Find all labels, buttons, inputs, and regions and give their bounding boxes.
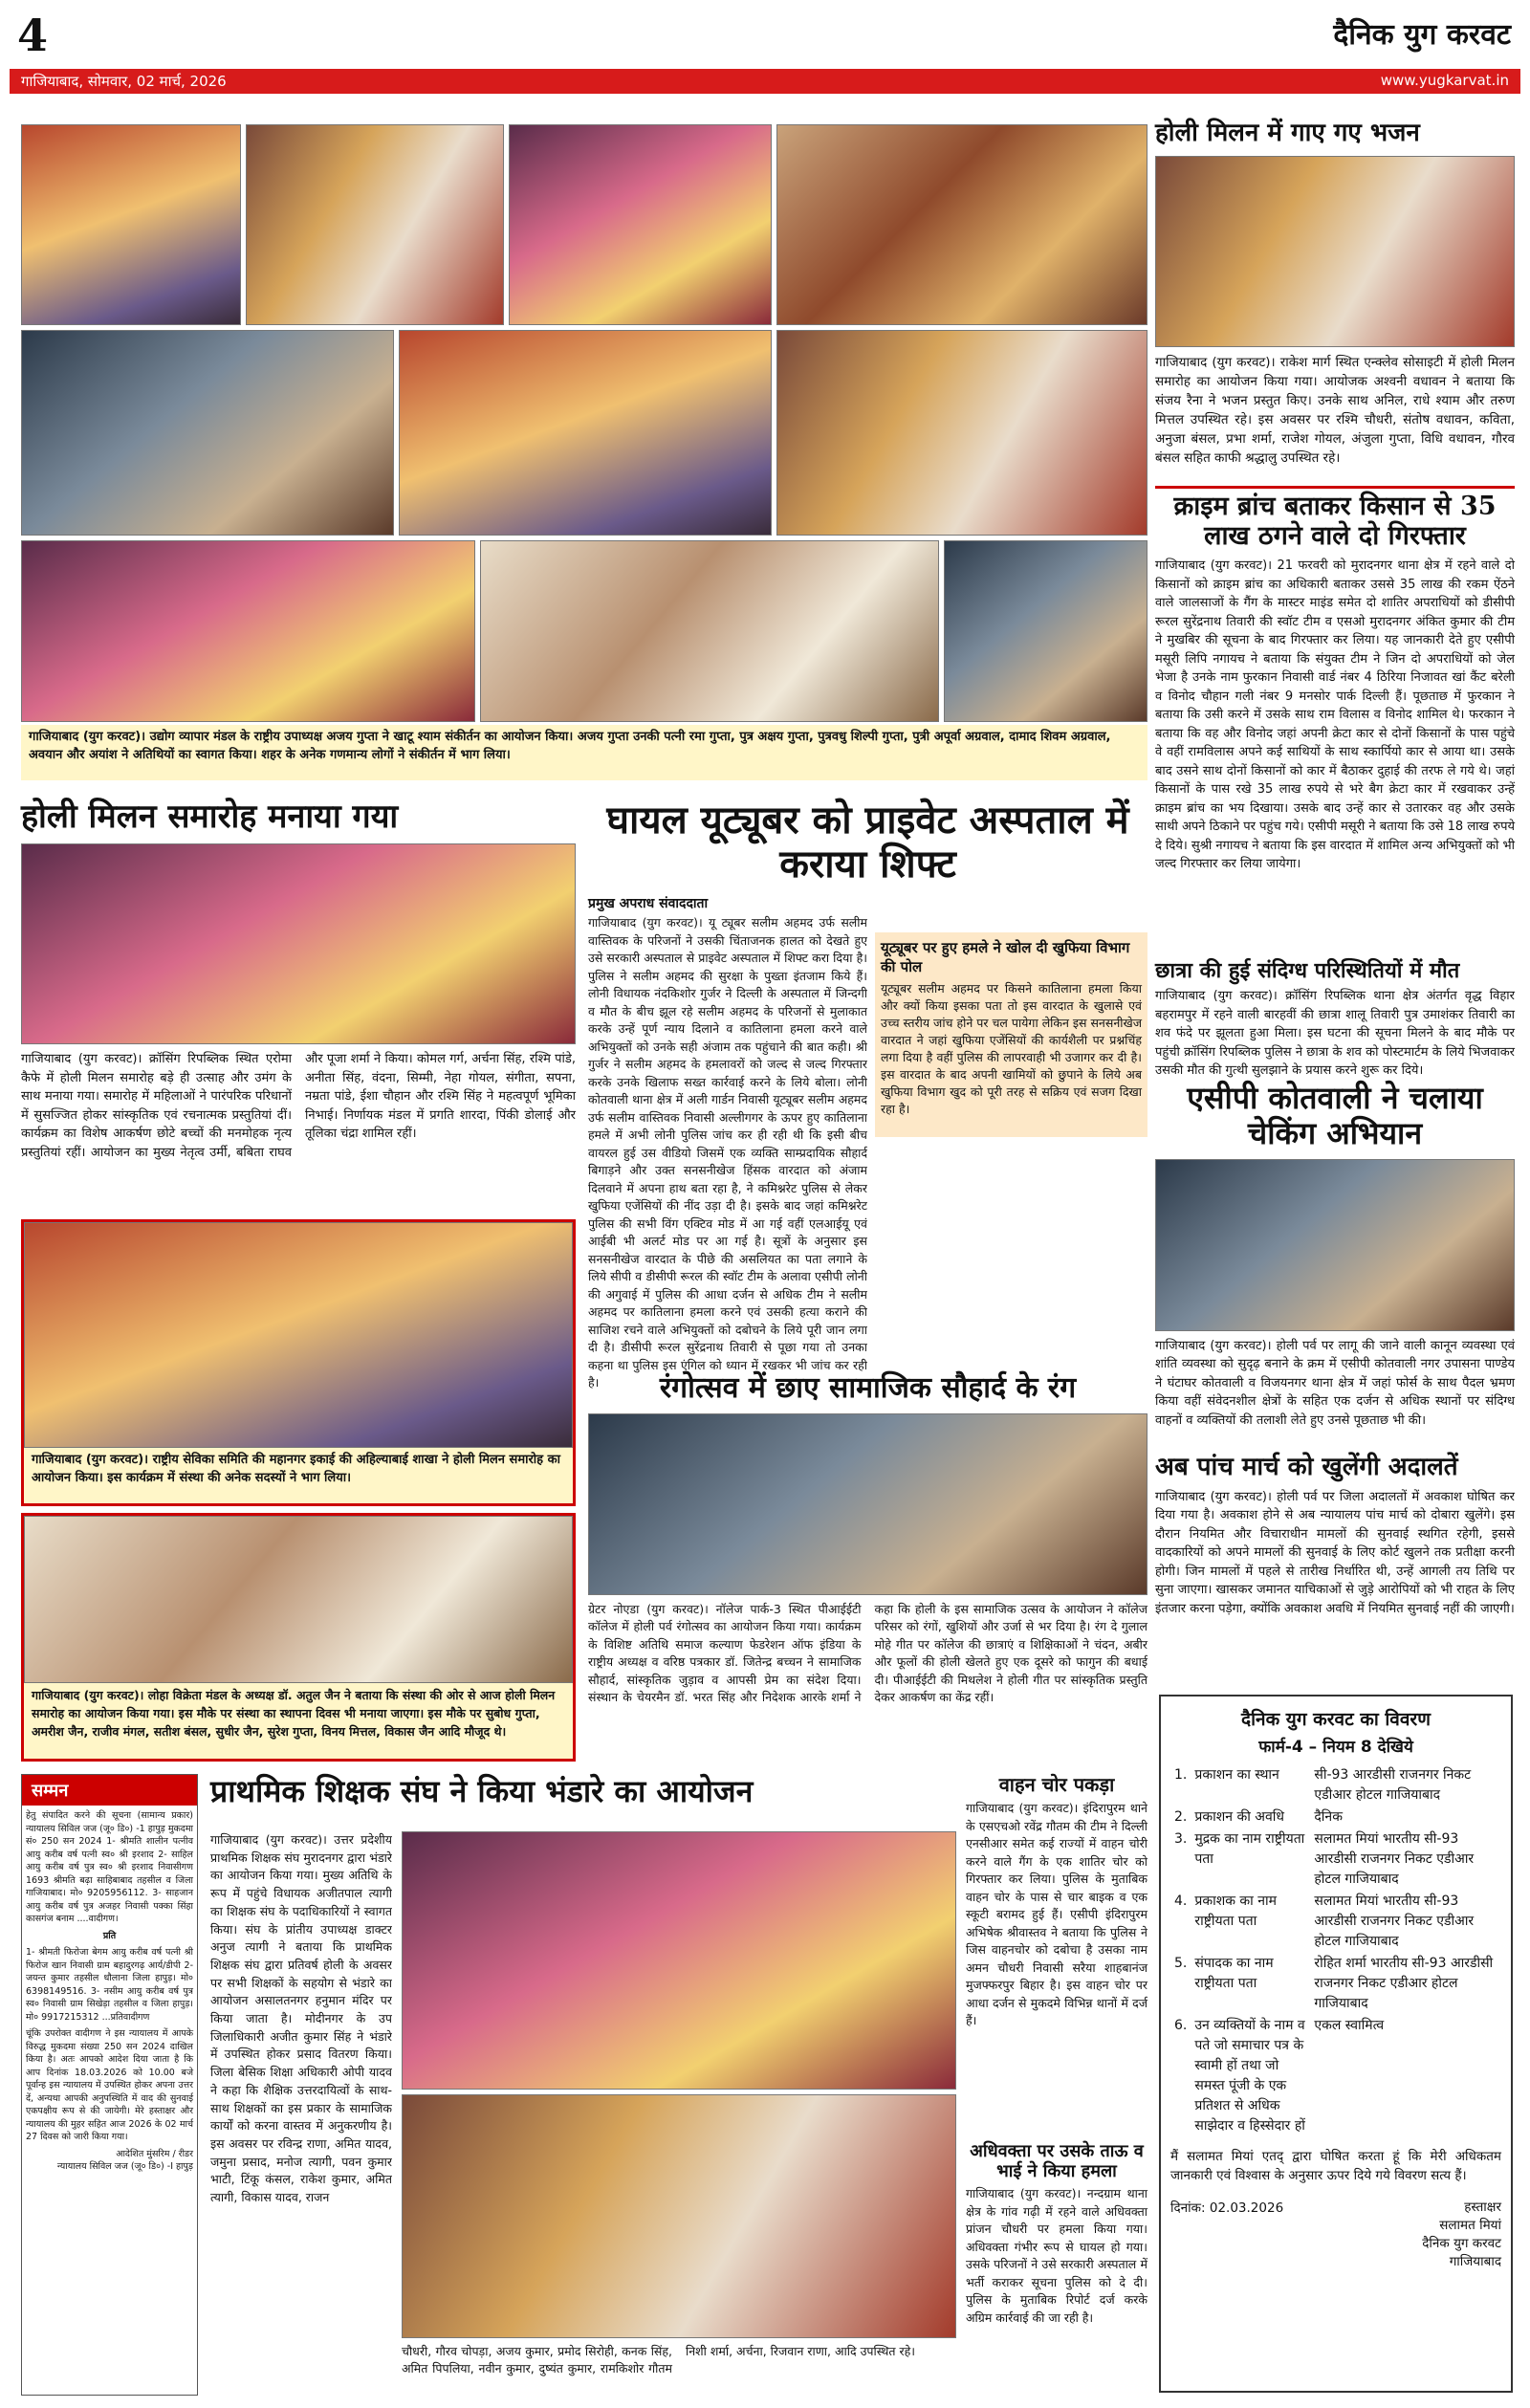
box-title: यूट्यूबर पर हुए हमले ने खोल दी खुफिया विभाग की पोल bbox=[881, 939, 1130, 975]
photo bbox=[1155, 1159, 1515, 1331]
photo bbox=[24, 1222, 573, 1448]
box-body: यूट्यूबर सलीम अहमद पर किसने कातिलाना हमला किया और क्यों किया इसका पता तो इस वारदात के खुलासे एवं उच्च स्तरीय जांच होने पर चल पायेगा लेकिन इस सनसनीखेज वारदात ने जहां खुफिया एजेंसियों की कार्यशैली पर प्रश्नचिंह लगा दिया है वहीं पुलिस की लापरवाही भी उजागर कर दी है। इस वारदात के बाद अपनी खामियों को छुपाने के लिये अब खुफिया विभाग खुद को पूरी तरह से सक्रिय एवं सजग दिखा रहा है। bbox=[881, 981, 1142, 1116]
photo bbox=[399, 330, 772, 536]
photo bbox=[402, 2094, 956, 2338]
statement-value: रोहित शर्मा भारतीय सी-93 आरडीसी राजनगर निकट एडीआर होटल गाजियाबाद bbox=[1314, 1956, 1494, 2011]
statement-value: दैनिक bbox=[1314, 1809, 1343, 1825]
sign-name: सलामत मियां bbox=[1439, 2218, 1501, 2233]
statement-row bbox=[1170, 1764, 1501, 1806]
photo bbox=[21, 843, 576, 1044]
article-body: गाजियाबाद (युग करवट)। यू ट्यूबर सलीम अहमद उर्फ सलीम वास्तिवक के परिजनों ने उसकी चिंताजनक हालत को देखते हुए उसे सरकारी अस्पताल से प्राइवेट अस्पताल में शिफ्ट करा दिया है। पुलिस ने सलीम अहमद की सुरक्षा के पुख्ता इंतजाम किये हैं। लोनी विधायक नंदकिशोर गुर्जर ने दिल्ली के अस्पताल में जिन्दगी व मौत के बीच झूल रहे सलीम अहमद के परिजनों से मुलाकात करके उन्हें पूर्ण न्याय दिलाने व कातिलाना हमला करने वाले अभियुक्तों को उनके सही अंजाम तक पहुंचाने की बात कही। श्री गुर्जर ने सलीम अहमद के हमलावरों को जल्द से जल्द गिरफ्तार करके उनके खिलाफ सख्त कार्रवाई करने के लिये बोला। लोनी कोतवाली थाना क्षेत्र में अली गार्डन निवासी यूट्यूबर सलीम अहमद उर्फ सलीम वास्तिवक निवासी अल्लीगगर के ऊपर हुए कातिलाना हमले में अभी लोनी पुलिस जांच कर ही रही थी कि इसी बीच वायरल हुई उस वीडियो जिसमें एक व्यक्ति साम्प्रदायिक सौहार्द बिगाड़ने और उक्त सनसनीखेज हिंसक वारदात को अंजाम दिलवाने में अपना हाथ बता रहा है, ने कमिश्नरेट पुलिस से लेकर खुफिया एजेंसियों की नींद उड़ा दी है। इसके बाद जहां कमिश्नरेट पुलिस की सभी विंग एक्टिव मोड में आ गई वहीं एलआईयू एवं आईबी भी अलर्ट मोड पर आ गई है। सूत्रों के अनुसार इस सनसनीखेज वारदात के पीछे की असलियत का पता लगाने के लिये सीपी व डीसीपी रूरल की स्वॉट टीम के अलावा एसीपी लोनी की अगुवाई में पुलिस की आधा दर्जन से अधिक टीम ने सलीम अहमद पर कातिलाना हमला करने एवं उसकी हत्या कराने की साजिश रचने वाले अभियुक्तों को दबोचने के लिये पूरी जान लगा दी है। डीसीपी रूरल सुरेंद्रनाथ तिवारी से पूछा गया तो उनका कहना था पुलिस इस एंगिल को ध्यान में रखकर भी जांच कर रही है। bbox=[588, 915, 867, 1390]
headline: होली मिलन समारोह मनाया गया bbox=[21, 798, 399, 836]
article-rangotsav bbox=[588, 1372, 1148, 1707]
article-body: गाजियाबाद (युग करवट)। राकेश मार्ग स्थित एन्क्लेव सोसाइटी में होली मिलन समारोह का आयोजन किया गया। आयोजक अश्वनी वधावन ने बताया कि संजय रैना ने भजन प्रस्तुत किए। उनके साथ अनिल, राधे श्याम और तरुण मित्तल उपस्थित रहे। इस अवसर पर रश्मि चौधरी, संतोष वधावन, कविता, अनुजा बंसल, प्रभा शर्मा, राजेश गोयल, अंजुला गुप्ता, विधि वधावन, गौरव बंसल सहित काफी श्रद्धालु उपस्थित रहे। bbox=[1155, 354, 1515, 466]
article-holi bbox=[21, 799, 576, 1162]
lohia-photo-box bbox=[21, 1513, 576, 1762]
headline: वाहन चोर पकड़ा bbox=[998, 1773, 1115, 1796]
headline: अब पांच मार्च को खुलेंगी अदालतें bbox=[1155, 1453, 1458, 1481]
photo bbox=[21, 540, 475, 722]
statement-n: 5. bbox=[1174, 1956, 1188, 1971]
highlight-box bbox=[875, 932, 1148, 1137]
article-body: गाजियाबाद (युग करवट)। क्रॉसिंग रिपब्लिक थाना क्षेत्र अंतर्गत वृद्ध विहार बहरामपुर में रहने वाली बारहवीं की छात्रा शालू तिवारी पुत्र उमाशंकर तिवारी का शव फंदे पर झूलता हुआ मिला। इस घटना की सूचना मिलने के बाद मौके पर पहुंची क्रॉसिंग रिपब्लिक पुलिस ने छात्रा के शव को पोस्टमार्टम के लिये भिजवाकर उसकी मौत की गुत्थी सुलझाने के प्रयास करने शुरू कर दिये। bbox=[1155, 989, 1515, 1079]
statement-label: प्रकाशन की अवधि bbox=[1194, 1809, 1284, 1825]
summons-body-2: 1- श्रीमती फिरोजा बेगम आयु करीब वर्ष पत्नी श्री फिरोज खान निवासी ग्राम बहादुरगढ़ आर्य/डीपी 2- जयन्त कुमार तहसील धौलाना जिला हापुड़। मो० 6398149516. 3- नसीम आयु करीब वर्ष पुत्र स्व० निवासी ग्राम सिखेड़ा तहसील व जिला हापुड़। मो० 9917215312 ...प्रतिवादीगण bbox=[26, 1947, 193, 2023]
headline: प्राथमिक शिक्षक संघ ने किया भंडारे का आयोजन bbox=[210, 1773, 754, 1809]
photo bbox=[776, 124, 1148, 325]
article-acp bbox=[1155, 1081, 1515, 1430]
statement-label: मुद्रक का नाम राष्ट्रीयता पता bbox=[1194, 1831, 1305, 1867]
article-youtuber bbox=[588, 799, 1148, 1469]
sign-org: दैनिक युग करवट bbox=[1422, 2236, 1501, 2251]
article-body: ग्रेटर नोएडा (युग करवट)। नॉलेज पार्क-3 स्थित पीआईईटी कॉलेज में होली पर्व रंगोत्सव का आयोजन किया गया। कार्यक्रम के विशिष्ट अतिथि समाज कल्याण फेडरेशन ऑफ इंडिया के राष्ट्रीय अध्यक्ष व वरिष्ठ पत्रकार डॉ. जितेन्द्र बच्चन ने सामाजिक सौहार्द, सांस्कृतिक जुड़ाव व आपसी प्रेम का संदेश दिया। संस्थान के चेयरमैन डॉ. भरत सिंह और निदेशक आरके शर्मा ने कहा कि होली के इस सामाजिक उत्सव के आयोजन ने कॉलेज परिसर को रंगों, खुशियों और उर्जा से भर दिया है। रंग दे गुलाल मोहे गीत पर कॉलेज की छात्राएं व शिक्षिकाओं ने चंदन, अबीर और फूलों की होली खेलते हुए एक दूसरे को फागुन की बधाई दी। पीआईईटी की मिथलेश ने होली गीत पर सांस्कृतिक प्रस्तुति देकर आकर्षण का केंद्र रहीं। bbox=[588, 1601, 1148, 1704]
top-photo-collage bbox=[21, 124, 1148, 784]
summons-notice bbox=[21, 1774, 198, 2396]
statement-label: उन व्यक्तियों के नाम व पते जो समाचार पत्र के स्वामी हों तथा जो समस्त पूंजी के एक प्रतिशत से अधिक साझेदार व हिस्सेदार हों bbox=[1194, 2018, 1305, 2134]
sign-label: हस्ताक्षर bbox=[1464, 2200, 1501, 2215]
statement-table bbox=[1170, 1764, 1501, 2137]
headline: छात्रा की हुई संदिग्ध परिस्थितियों में मौत bbox=[1155, 958, 1460, 983]
summons-court: न्यायालय सिविल जज (जू० डि०) -I हापुड़ bbox=[56, 2161, 193, 2172]
headline: क्राइम ब्रांच बताकर किसान से 35 लाख ठगने वाले दो गिरफ्तार bbox=[1173, 492, 1497, 552]
article-crime bbox=[1155, 492, 1515, 874]
photo bbox=[21, 330, 394, 536]
statement-n: 1. bbox=[1174, 1767, 1188, 1783]
photo bbox=[402, 1831, 956, 2090]
ownership-statement bbox=[1159, 1695, 1513, 2393]
photo-caption: गाजियाबाद (युग करवट)। लोहा विक्रेता मंडल के अध्यक्ष डॉ. अतुल जैन ने बताया कि संस्था की ओर से आज होली मिलन समारोह का आयोजन किया गया। इस मौके पर संस्था का स्थापना दिवस भी मनाया जाएगा। इस मौके पर सुबोध गुप्ता, अमरीश जैन, राजीव मंगल, सतीश बंसल, सुधीर जैन, सुरेश गुप्ता, विनय मित्तल, विकास जैन आदि मौजूद थे। bbox=[24, 1683, 573, 1759]
photo bbox=[1155, 156, 1515, 347]
statement-n: 3. bbox=[1174, 1831, 1188, 1847]
page-number: 4 bbox=[17, 10, 49, 61]
summons-sign: आदेशित मुंसरिम / रीडर bbox=[116, 2148, 193, 2159]
summons-prati: प्रति bbox=[102, 1930, 117, 1941]
photo-caption: चौधरी, गौरव चोपड़ा, अजय कुमार, प्रमोद सिरोही, कनक सिंह, अमित पिपलिया, नवीन कुमार, दुष्यंत कुमार, रामकिशोर गौतम निशी शर्मा, अर्चना, रिजवान राणा, आदि उपस्थित रहे। bbox=[402, 2344, 915, 2375]
statement-n: 2. bbox=[1174, 1809, 1188, 1825]
summons-body-1: हेतु संपादित करने की सूचना (सामान्य प्रकार) न्यायालय सिविल जज (जू० डि०) -1 हापुड़ मुकदमा सं० 250 सन 2024 1- श्रीमति शालीन पत्नीव आयु करीब वर्ष पत्नी स्व० श्री इरशाद 2- साहिल आयु करीब वर्ष पुत्र स्व० श्री इरशाद निवासीगण 1693 श्रीमति बढ़ा साहिबाबाद तहसील व जिला गाजियाबाद। मो० 9205956112. 3- साहजान आयु करीब वर्ष पुत्र अजहर निवासी पक्का सिंहा कासगंज बनाम ....वादीगण। bbox=[26, 1810, 193, 1924]
dateline: गाजियाबाद, सोमवार, 02 मार्च, 2026 bbox=[21, 73, 227, 90]
statement-label: संपादक का नाम राष्ट्रीयता पता bbox=[1194, 1956, 1274, 1991]
article-body: गाजियाबाद (युग करवट)। नन्दग्राम थाना क्षेत्र के गांव गढ़ी में रहने वाले अधिवक्ता प्रांजन चौधरी पर हमला किया गया। अधिवक्ता गंभीर रूप से घायल हो गया। उसके परिजनों ने उसे सरकारी अस्पताल में भर्ती कराकर सूचना पुलिस को दे दी। पुलिस के मुताबिक रिपोर्ट दर्ज करके अग्रिम कार्रवाई की जा रही है। bbox=[966, 2186, 1148, 2325]
headline: एसीपी कोतवाली ने चलाया चेकिंग अभियान bbox=[1187, 1080, 1483, 1151]
statement-subtitle: फार्म-4 – नियम 8 देखिये bbox=[1258, 1738, 1413, 1757]
byline: प्रमुख अपराध संवाददाता bbox=[588, 896, 709, 911]
statement-row bbox=[1170, 1891, 1501, 1953]
photo bbox=[776, 330, 1148, 536]
photo bbox=[588, 1413, 1148, 1595]
article-body: गाजियाबाद (युग करवट)। इंदिरापुरम थाने के एसएचओ रवेंद्र गौतम की टीम ने दिल्ली एनसीआर समेत कई राज्यों में वाहन चोरी करने वाले गैंग के एक शातिर चोर को गिरफ्तार कर लिया। पुलिस के मुताबिक वाहन चोर के पास से चार बाइक व एक स्कूटी बरामद हुई हैं। एसीपी इंदिरापुरम अभिषेक श्रीवास्तव ने बताया कि पुलिस ने जिस वाहनचोर को दबोचा है उसका नाम अमन चौधरी निवासी सरैया शाहबानंज मुजफ्फरपुर बिहार है। इस वाहन चोर पर आधा दर्जन से मुकदमे विभिन्न थानों में दर्ज हैं। bbox=[966, 1801, 1148, 2027]
photo bbox=[509, 124, 772, 325]
article-elderly bbox=[966, 2142, 1148, 2327]
photo bbox=[246, 124, 504, 325]
headline: अधिवक्ता पर उसके ताऊ व भाई ने किया हमला bbox=[970, 2141, 1144, 2181]
statement-row bbox=[1170, 2015, 1501, 2137]
article-body: गाजियाबाद (युग करवट)। 21 फरवरी को मुरादनगर थाना क्षेत्र में रहने वाले दो किसानों को क्राइम ब्रांच का अधिकारी बताकर उससे 35 लाख की रकम ऐंठने वाले जालसाजों के गैंग के मास्टर माइंड समेत दो शातिर अपराधियों को डीसीपी रूरल सुरेंद्रनाथ तिवारी की स्वॉट टीम व एसओ मुरादनगर अंकित कुमार की टीम ने मुखबिर की सूचना के बाद गिरफ्तार कर लिया। यह जानकारी देते हुए एसीपी मसूरी लिपि नगायच ने बताया कि संयुक्त टीम ने जिन दो अपराधियों को जेल भेजा है उनके नाम फुरकान निवासी वार्ड नंबर 4 ठिरिया निजावत खां कैंट बरेली व विनोद चौहान गली नंबर 9 मनसोर पार्क दिल्ली हैं। पूछताछ में फुरकान ने बताया कि उसी करने में उसके साथ राम विलास व विनोद शामिल थे। फरकान ने बताया कि वह और विनोद जहां अपनी क्रेटा कार से दोनों किसानों के पास पहुंचे वे वहीं रामविलास अपने कई साथियों के साथ स्कार्पियो कार से आया था। उसके बाद उसने साथ दोनों किसानों को कार में बैठाकर दुहाई की तरफ ले गये थे। जहां किसानों के पास रखे 35 लाख रुपये से भरे बैग क्रेटा कार में रखवाकर उन्हें क्राइम ब्रांच का भय दिखाया। उसके बाद उन्हें कार से उतारकर वह और उसके साथी अपने ठिकाने पर पहुंच गये। एसीपी मसूरी ने बताया कि उसे 18 लाख रुपये दे दिये। सुश्री नगायच ने बताया कि इस वारदात में शामिल अन्य अभियुक्तों को भी जल्द गिरफ्तार कर लिया जायेगा। bbox=[1155, 558, 1515, 872]
photo-caption: गाजियाबाद (युग करवट)। राष्ट्रीय सेविका समिति की महानगर इकाई की अहिल्याबाई शाखा ने होली मिलन समारोह का आयोजन किया। इस कार्यक्रम में संस्था की अनेक सदस्यों ने भाग लिया। bbox=[24, 1448, 573, 1503]
statement-row bbox=[1170, 1953, 1501, 2015]
article-bhajan bbox=[1155, 120, 1515, 468]
sevika-photo-box bbox=[21, 1219, 576, 1506]
article-student bbox=[1155, 959, 1515, 1081]
statement-declaration: मैं सलामत मियां एतद् द्वारा घोषित करता हूं कि मेरी अधिकतम जानकारी एवं विश्वास के अनुसार ऊपर दिये गये विवरण सत्य हैं। bbox=[1170, 2149, 1501, 2183]
photo bbox=[480, 540, 939, 722]
headline: होली मिलन में गाए गए भजन bbox=[1155, 119, 1420, 147]
article-body: गाजियाबाद (युग करवट)। क्रॉसिंग रिपब्लिक स्थित एरोमा कैफे में होली मिलन समारोह बड़े ही उत्साह और उमंग के साथ मनाया गया। समारोह में महिलाओं ने पारंपरिक परिधानों में सुसज्जित होकर सांस्कृतिक एवं रचनात्मक प्रस्तुतियां दीं। कार्यक्रम का विशेष आकर्षण छोटे बच्चों की मनमोहक नृत्य प्रस्तुतियां रहीं। आयोजन का मुख्य नेतृत्व उर्मी, बबिता राघव और पूजा शर्मा ने किया। कोमल गर्ग, अर्चना सिंह, रश्मि पांडे, अनीता सिंह, वंदना, सिम्मी, नेहा गोयल, संगीता, सपना, नम्रता पांडे, ईशा चौहान और रश्मि सिंह ने महत्वपूर्ण भूमिका निभाई। निर्णायक मंडल में प्रगति शारदा, पिंकी डोलाई और तूलिका चंद्रा शामिल रहीं। bbox=[21, 1052, 576, 1160]
headline: घायल यूट्यूबर को प्राइवेट अस्पताल में कराया शिफ्ट bbox=[606, 798, 1129, 887]
photo bbox=[24, 1516, 573, 1683]
article-vehicle bbox=[966, 1774, 1148, 2030]
article-body: गाजियाबाद (युग करवट)। होली पर्व पर लागू की जाने वाली कानून व्यवस्था एवं शांति व्यवस्था को सुदृढ़ बनाने के क्रम में एसीपी कोतवाली नगर उपासना पाण्डेय ने घंटाघर कोतवाली व विजयनगर थाना क्षेत्र में जहां फोर्स के साथ पैदल भ्रमण किया वहीं संवेदनशील क्षेत्रों के सहित एक दर्जन से अधिक स्थानों पर संदिग्ध वाहनों व व्यक्तियों की तलाशी लेते हुए उनसे पूछताछ भी की। bbox=[1155, 1338, 1515, 1428]
photo-caption: गाजियाबाद (युग करवट)। उद्योग व्यापार मंडल के राष्ट्रीय उपाध्यक्ष अजय गुप्ता ने खाटू श्याम संकीर्तन का आयोजन किया। अजय गुप्ता उनकी पत्नी रमा गुप्ता, पुत्र अक्षय गुप्ता, पुत्रवधु शिल्पी गुप्ता, पुत्री अपूर्वा अग्रवाल, दामाद शिवम अग्रवाल, अवयान और अयांश ने अतिथियों का स्वागत किया। शहर के अनेक गणमान्य लोगों ने संकीर्तन में भाग लिया। bbox=[21, 725, 1148, 780]
article-teachers bbox=[210, 1773, 956, 2375]
website-link[interactable]: www.yugkarvat.in bbox=[1380, 72, 1509, 89]
statement-title: दैनिक युग करवट का विवरण bbox=[1241, 1709, 1431, 1730]
statement-value: सलामत मियां भारतीय सी-93 आरडीसी राजनगर निकट एडीआर होटल गाजियाबाद bbox=[1314, 1831, 1475, 1887]
statement-value: सलामत मियां भारतीय सी-93 आरडीसी राजनगर निकट एडीआर होटल गाजियाबाद bbox=[1314, 1894, 1475, 1949]
paper-name: दैनिक युग करवट bbox=[1333, 18, 1511, 52]
statement-n: 6. bbox=[1174, 2018, 1188, 2033]
summons-body-3: चूंकि उपरोक्त वादीगण ने इस न्यायालय में आपके विरुद्ध मुकदमा संख्या 250 सन 2024 दाखिल किया है। अतः आपको आदेश दिया जाता है कि आप दिनांक 18.03.2026 को 10.00 बजे पूर्वान्ह इस न्यायालय में उपस्थित होकर अपना उत्तर दें, अन्यथा आपकी अनुपस्थिति में वाद की सुनवाई एकपक्षीय रूप से की जायेगी। मेरे हस्ताक्षर और न्यायालय की मुहर सहित आज 2026 के 02 मार्च 27 दिवस को जारी किया गया। bbox=[26, 2028, 193, 2142]
summons-header: सम्मन bbox=[22, 1775, 197, 1806]
article-body: गाजियाबाद (युग करवट)। होली पर्व पर जिला अदालतों में अवकाश घोषित कर दिया गया है। अवकाश होने से अब न्यायालय पांच मार्च को दोबारा खुलेंगे। इस दौरान नियमित और विचाराधीन मामलों की सुनवाई स्थगित रहेगी, इससे वादकारियों को अपने मामलों की सुनवाई के लिए कोर्ट खुलने तक प्रतीक्षा करनी होगी। जिन मामलों में पहले से तारीख निर्धारित थी, उन्हें आगली तय तिथि पर सुना जाएगा। खासकर जमानत याचिकाओं से जुड़े आरोपियों को भी राहत के लिए इंतजार करना पड़ेगा, क्योंकि अवकाश अवधि में नियमित सुनवाई नहीं की जाएगी। bbox=[1155, 1489, 1515, 1616]
statement-row bbox=[1170, 1828, 1501, 1891]
article-body: गाजियाबाद (युग करवट)। उत्तर प्रदेशीय प्राथमिक शिक्षक संघ मुरादनगर द्वारा भंडारे का आयोजन किया गया। मुख्य अतिथि के रूप में पहुंचे विधायक अजीतपाल त्यागी का शिक्षक संघ के पदाधिकारियों ने स्वागत किया। संघ के प्रांतीय उपाध्यक्ष डाक्टर अनुज त्यागी ने बताया कि प्राथमिक शिक्षक संघ द्वारा प्रतिवर्ष होली के अवसर पर सभी शिक्षकों के सहयोग से भंडारे का आयोजन असालतनगर हनुमान मंदिर पर किया जाता है। मोदीनगर के उप जिलाधिकारी अजीत कुमार सिंह ने भंडारे में उपस्थित होकर प्रसाद वितरण किया। जिला बेसिक शिक्षा अधिकारी ओपी यादव ने कहा कि शैक्षिक उत्तरदायित्वों के साथ-साथ शिक्षकों का इस प्रकार के सामाजिक कार्यों को करना वास्तव में अनुकरणीय है। इस अवसर पर रविन्द्र राणा, अमित यादव, जमुना प्रसाद, मनोज त्यागी, पवन कुमार भाटी, टिंकू कंसल, राकेश कुमार, अमित त्यागी, विकास यादव, राजन bbox=[210, 1832, 392, 2205]
sign-city: गाजियाबाद bbox=[1449, 2254, 1501, 2269]
statement-label: प्रकाशक का नाम राष्ट्रीयता पता bbox=[1194, 1894, 1278, 1929]
statement-date: दिनांक: 02.03.2026 bbox=[1170, 2200, 1284, 2216]
statement-value: एकल स्वामित्व bbox=[1314, 2018, 1385, 2033]
article-court bbox=[1155, 1454, 1515, 1618]
photo bbox=[21, 124, 241, 325]
dateline-bar bbox=[10, 69, 1520, 94]
headline: रंगोत्सव में छाए सामाजिक सौहार्द के रंग bbox=[659, 1371, 1077, 1405]
statement-value: सी-93 आरडीसी राजनगर निकट एडीआर होटल गाजियाबाद bbox=[1314, 1767, 1472, 1803]
statement-label: प्रकाशन का स्थान bbox=[1194, 1767, 1279, 1783]
photo bbox=[944, 540, 1148, 722]
statement-n: 4. bbox=[1174, 1894, 1188, 1909]
statement-row bbox=[1170, 1806, 1501, 1828]
divider bbox=[1155, 486, 1515, 489]
